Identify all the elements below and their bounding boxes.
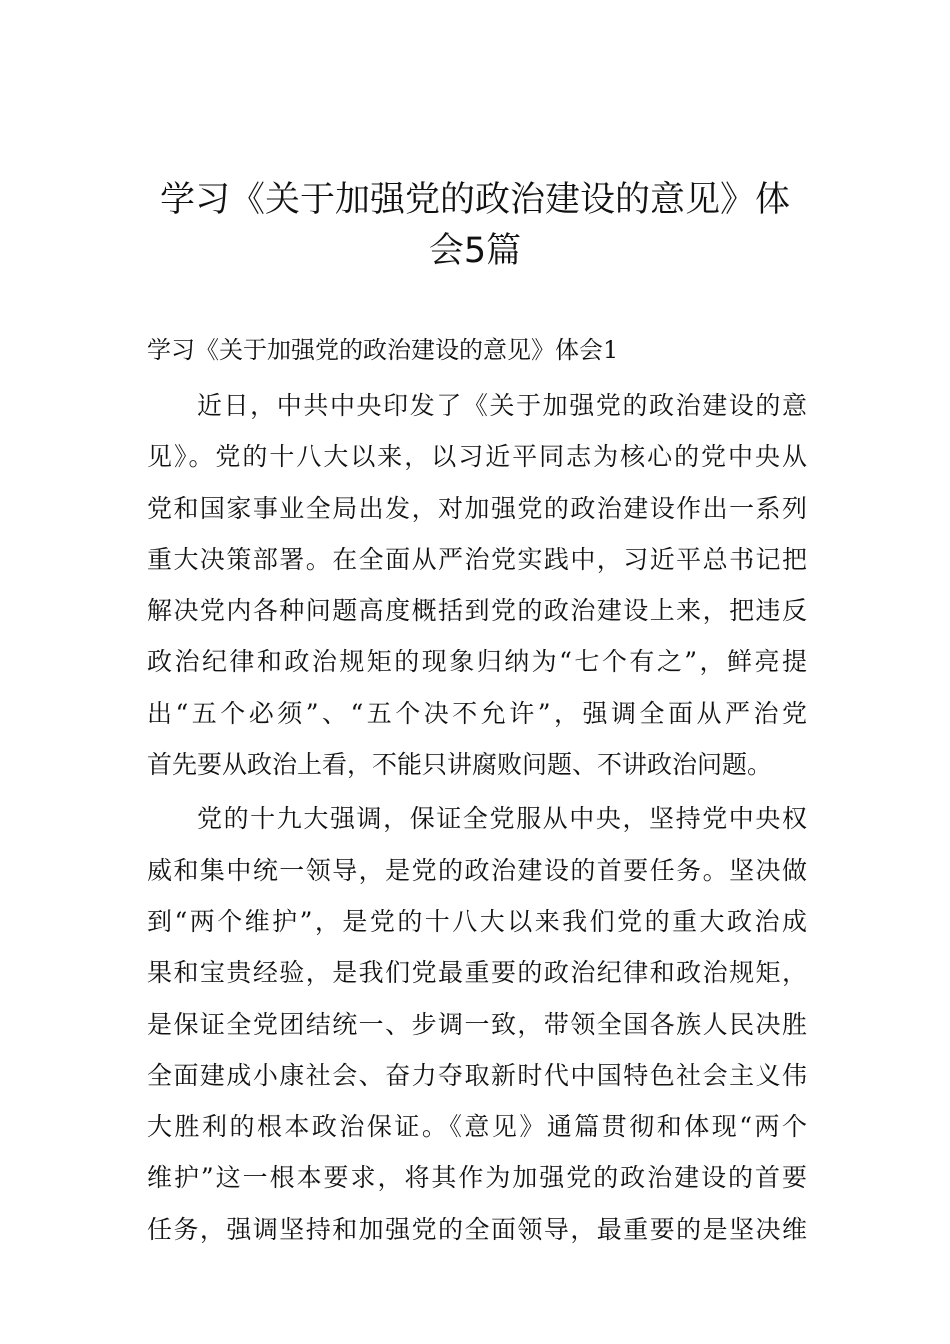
- paragraph-line: 到“两个维护”，是党的十八大以来我们党的重大政治成: [147, 906, 807, 936]
- paragraph-line: 维护”这一根本要求，将其作为加强党的政治建设的首要: [147, 1163, 807, 1193]
- section-heading: 学习《关于加强党的政治建设的意见》体会1: [147, 336, 619, 364]
- paragraph-1: [147, 380, 807, 790]
- paragraph-line: 政治纪律和政治规矩的现象归纳为“七个有之”，鲜亮提: [147, 647, 807, 677]
- paragraph-line: 首先要从政治上看，不能只讲腐败问题、不讲政治问题。: [147, 750, 773, 780]
- document-title: [0, 175, 950, 277]
- paragraph-line: 果和宝贵经验，是我们党最重要的政治纪律和政治规矩，: [147, 958, 807, 988]
- paragraph-line: 任务，强调坚持和加强党的全面领导，最重要的是坚决维: [147, 1214, 807, 1244]
- paragraph-line: 全面建成小康社会、奋力夺取新时代中国特色社会主义伟: [147, 1060, 807, 1090]
- title-line-2: 会5篇: [428, 231, 522, 271]
- paragraph-line: 党的十九大强调，保证全党服从中央，坚持党中央权: [197, 804, 807, 834]
- paragraph-line: 近日，中共中央印发了《关于加强党的政治建设的意: [197, 391, 807, 420]
- title-line-1: 学习《关于加强党的政治建设的意见》体: [159, 180, 790, 220]
- paragraph-line: 出“五个必须”、“五个决不允许”，强调全面从严治党: [147, 698, 807, 728]
- paragraph-line: 解决党内各种问题高度概括到党的政治建设上来，把违反: [147, 596, 807, 626]
- paragraph-line: 大胜利的根本政治保证。《意见》通篇贯彻和体现“两个: [147, 1112, 807, 1142]
- document-body: [147, 380, 807, 1255]
- paragraph-line: 见》。党的十八大以来，以习近平同志为核心的党中央从: [147, 442, 807, 472]
- paragraph-line: 重大决策部署。在全面从严治党实践中，习近平总书记把: [147, 544, 807, 574]
- paragraph-line: 是保证全党团结统一、步调一致，带领全国各族人民决胜: [147, 1009, 807, 1039]
- paragraph-2: [147, 793, 807, 1255]
- paragraph-line: 党和国家事业全局出发，对加强党的政治建设作出一系列: [147, 493, 807, 523]
- paragraph-line: 威和集中统一领导，是党的政治建设的首要任务。坚决做: [147, 855, 807, 885]
